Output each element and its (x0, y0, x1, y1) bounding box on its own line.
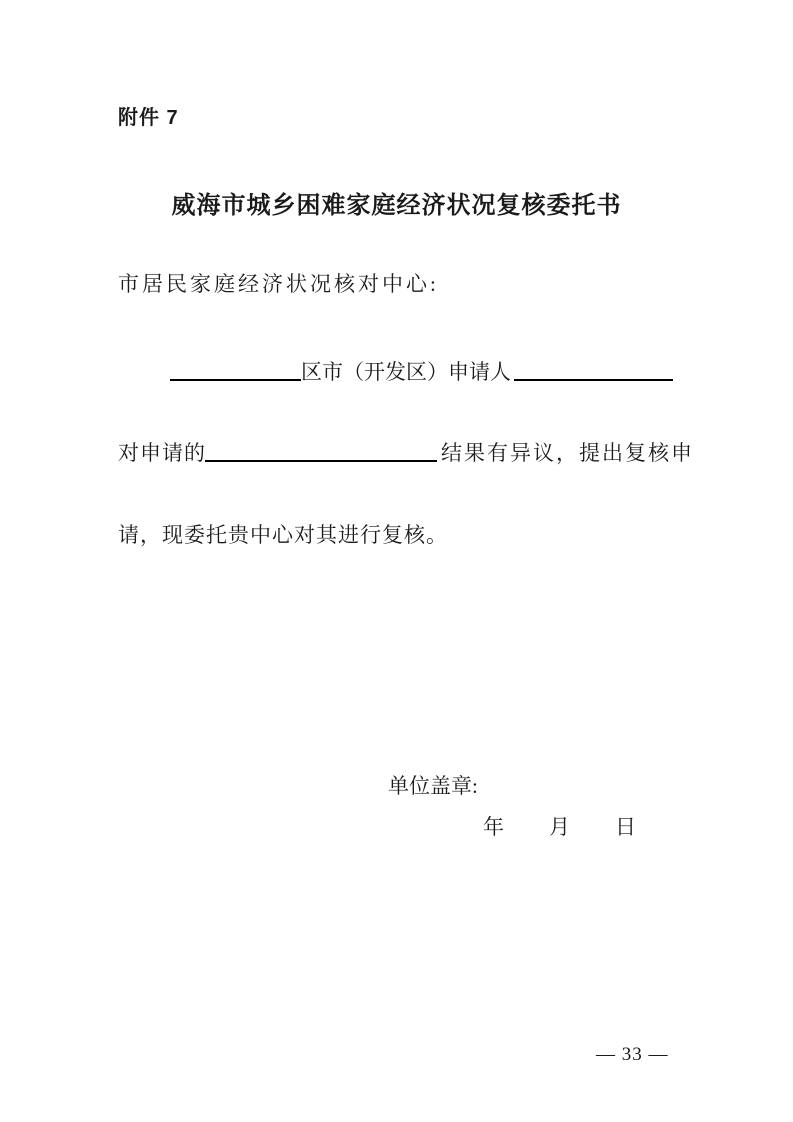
unit-seal-label: 单位盖章: (388, 774, 478, 798)
paragraph-line1-prefix: 对申请的 (118, 441, 206, 465)
salutation-line: 市居民家庭经济状况核对中心: (118, 272, 439, 296)
district-blank-underline (170, 354, 301, 381)
paragraph-line1-suffix: 结果有异议，提出复核申 (441, 441, 694, 465)
document-title: 威海市城乡困难家庭经济状况复核委托书 (171, 192, 622, 219)
date-month-label: 月 (549, 815, 570, 839)
date-year-label: 年 (483, 815, 504, 839)
date-line (483, 811, 636, 841)
applicant-name-blank-underline (514, 354, 673, 381)
result-blank-underline (205, 435, 437, 462)
page-number: — 33 — (596, 1044, 669, 1065)
district-applicant-label: 区市（开发区）申请人 (301, 360, 511, 384)
attachment-label: 附件 7 (118, 107, 179, 129)
paragraph-line2: 请，现委托贵中心对其进行复核。 (118, 523, 448, 547)
date-day-label: 日 (615, 815, 636, 839)
